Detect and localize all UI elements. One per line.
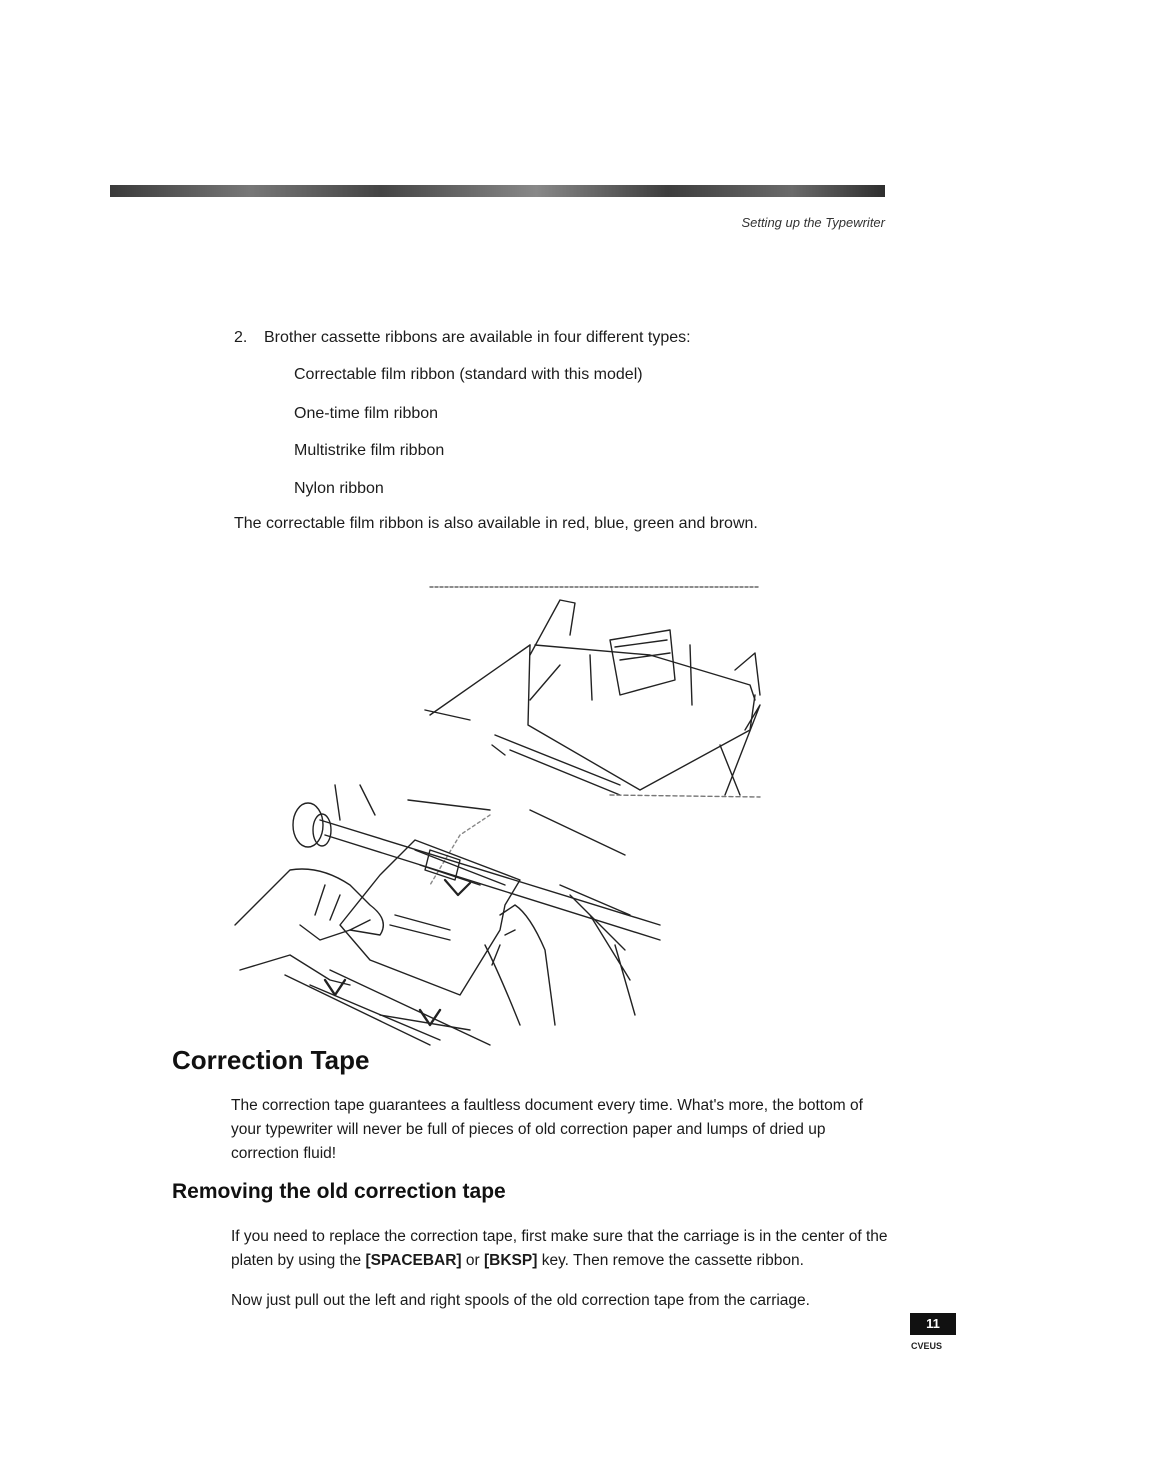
section-heading: Correction Tape — [172, 1045, 370, 1075]
text-segment: If you need to replace the correction tape, first make sure that the carriage is in the center of the platen by using the — [231, 1228, 888, 1269]
list-number: 2. — [234, 329, 248, 346]
correction-tape-paragraph: The correction tape guarantees a faultless document every time. What's more, the bottom of your typewriter will never be full of pieces of old correction paper and lumps of dried up correction fluid! — [231, 1097, 863, 1162]
page-number-badge: 11 — [910, 1313, 956, 1335]
page-label: CVEUS — [911, 1341, 943, 1351]
ribbon-type-item: Nylon ribbon — [294, 480, 384, 497]
bksp-key: [BKSP] — [484, 1252, 538, 1269]
ribbon-colors-note: The correctable film ribbon is also available in red, blue, green and brown. — [234, 515, 758, 532]
removing-instructions-paragraph — [231, 1225, 891, 1273]
header-rule — [110, 185, 885, 197]
subsection-heading: Removing the old correction tape — [172, 1180, 506, 1203]
ribbon-types-intro — [234, 327, 691, 349]
spacebar-key: [SPACEBAR] — [365, 1252, 462, 1269]
running-head: Setting up the Typewriter — [741, 215, 885, 230]
ribbon-type-item: Multistrike film ribbon — [294, 442, 445, 459]
ribbon-type-item: One-time film ribbon — [294, 405, 439, 422]
ribbon-type-item: Correctable film ribbon (standard with this model) — [294, 366, 643, 383]
text-segment: key. Then remove the cassette ribbon. — [537, 1252, 804, 1269]
ribbon-intro-text: Brother cassette ribbons are available in four different types: — [264, 329, 691, 346]
text-segment: or — [461, 1252, 484, 1269]
pull-spools-paragraph: Now just pull out the left and right spools of the old correction tape from the carriage. — [231, 1292, 810, 1309]
cassette-installation-illustration — [230, 585, 790, 1055]
